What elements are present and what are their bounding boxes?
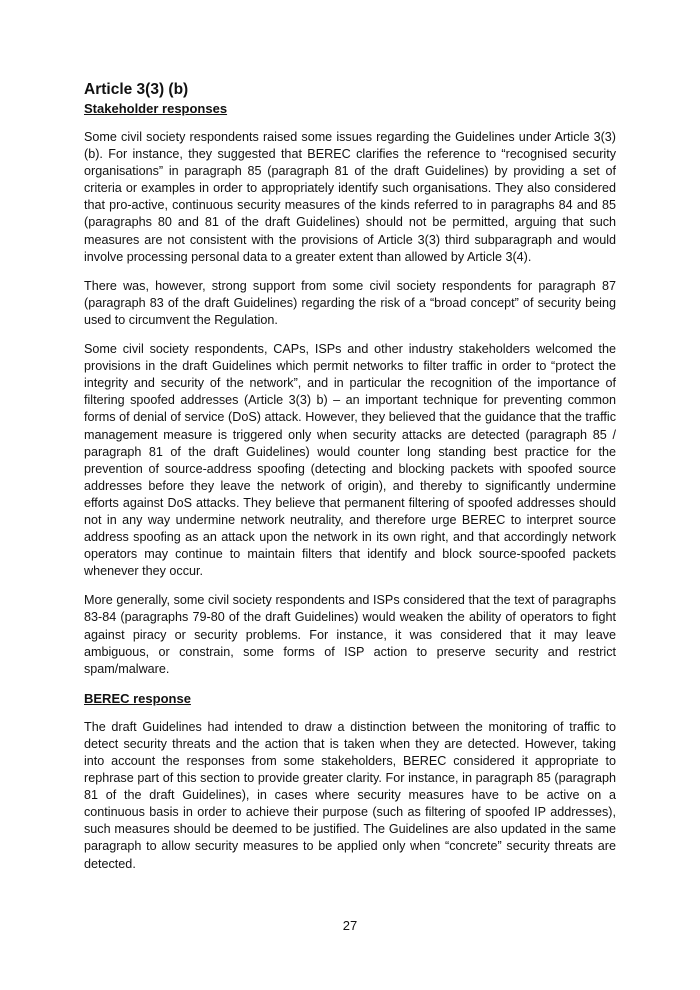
paragraph-civil-society-issues: Some civil society respondents raised some issues regarding the Guidelines under Article 3(3) (b). For instance, they suggested that BEREC clarifies the reference to “recognised security organisations” in paragraph 85 (paragraph 81 of the draft Guidelines) by providing a set of criteria or examples in order to appropriately identify such organisations. They also considered that pro-active, continuous security measures of the kinds referred to in paragraphs 84 and 85 (paragraphs 80 and 81 of the draft Guidelines) should not be permitted, arguing that such measures are not consistent with the provisions of Article 3(3) third subparagraph and would involve processing personal data to a greater extent than allowed by Article 3(4).	[84, 130, 616, 264]
paragraph-berec-response: The draft Guidelines had intended to draw a distinction between the monitoring of traffic to detect security threats and the action that is taken when they are detected. However, taking into account the responses from some stakeholders, BEREC considered it appropriate to rephrase part of this section to provide greater clarity. For instance, in paragraph 85 (paragraph 81 of the draft Guidelines), in cases where security measures have to be active on a continuous basis in order to achieve their purpose (such as filtering of spoofed IP addresses), such measures should be deemed to be justified. The Guidelines are also updated in the same paragraph to allow security measures to be applied only when “concrete” security threats are detected.	[84, 719, 616, 871]
stakeholder-responses-heading: Stakeholder responses	[84, 101, 228, 116]
page-number: 27	[342, 918, 358, 933]
document-page	[84, 80, 616, 885]
paragraph-piracy-security: More generally, some civil society respondents and ISPs considered that the text of paragraphs 83-84 (paragraphs 79-80 of the draft Guidelines) would weaken the ability of operators to fight against piracy or security problems. For instance, it was considered that it may leave ambiguous, or constrain, some forms of ISP action to preserve security and restrict spam/malware.	[84, 593, 616, 676]
berec-response-heading: BEREC response	[84, 690, 191, 706]
paragraph-broad-concept-support: There was, however, strong support from some civil society respondents for paragraph 87 (paragraph 83 of the draft Guidelines) regarding the risk of a “broad concept” of security being used to circumvent the Regulation.	[84, 278, 616, 327]
paragraph-spoofed-addresses: Some civil society respondents, CAPs, ISPs and other industry stakeholders welcomed the provisions in the draft Guidelines which permit networks to filter traffic in order to “protect the integrity and security of the network”, and in particular the recognition of the importance of filtering spoofed addresses (Article 3(3) b) – an important technique for preventing common forms of denial of service (DoS) attack. However, they believed that the guidance that the traffic management measure is triggered only when security attacks are detected (paragraph 85 / paragraph 81 of the draft Guidelines) would counter long standing best practice for the prevention of source-address spoofing (detecting and blocking packets with spoofed source addresses before they leave the network of origin), and thereby to significantly undermine efforts against DoS attacks. They believe that permanent filtering of spoofed addresses should not in any way undermine network neutrality, and therefore urge BEREC to interpret source address spoofing as an attack upon the network in its own right, and that accordingly network operators may continue to maintain filters that identify and block source-spoofed packets whenever they occur.	[84, 342, 616, 579]
article-title: Article 3(3) (b)	[84, 81, 189, 98]
